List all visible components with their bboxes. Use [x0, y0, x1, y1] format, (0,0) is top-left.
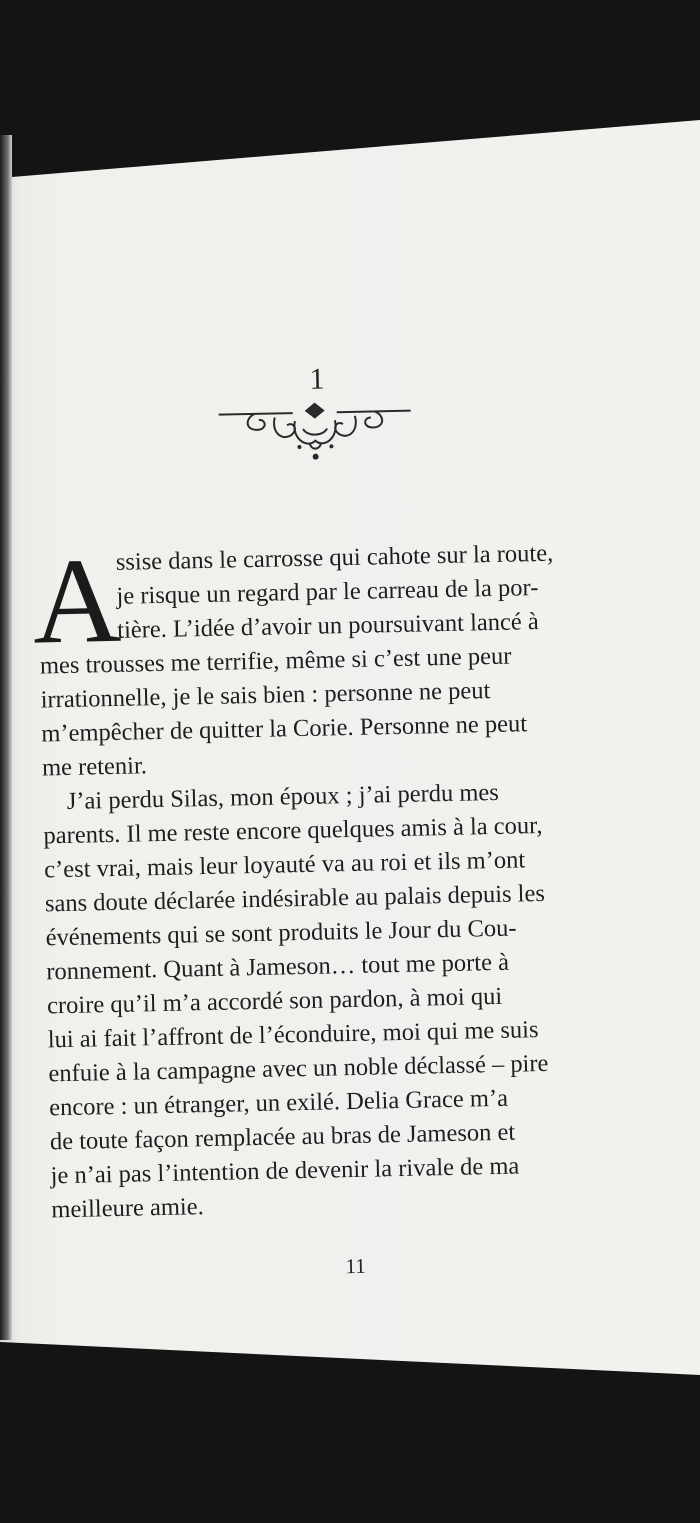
- text-line: ssise dans le carrosse qui cahote sur la route,: [115, 539, 554, 576]
- text-line: sans doute déclarée indésirable au palais depuis les: [44, 879, 546, 918]
- text-line: J’ai perdu Silas, mon époux ; j’ai perdu mes: [66, 778, 500, 815]
- text-line: irrationnelle, je le sais bien : personne ne peut: [40, 677, 491, 714]
- text-line: lui ai fait l’affront de l’éconduire, moi qui me suis: [47, 1016, 539, 1054]
- text-line: je risque un regard par le carreau de la por-: [116, 574, 539, 610]
- drop-cap-letter: A: [31, 532, 123, 670]
- text-line: ronnement. Quant à Jameson… tout me porte à: [46, 948, 510, 986]
- text-line: événements qui se sont produits le Jour du Cou-: [45, 914, 517, 952]
- text-line: c’est vrai, mais leur loyauté va au roi et ils m’ont: [43, 846, 526, 884]
- text-line: enfuie à la campagne avec un noble déclassé – pire: [48, 1049, 549, 1088]
- text-line: je n’ai pas l’intention de devenir la rivale de ma: [50, 1152, 520, 1190]
- text-line: meilleure amie.: [51, 1193, 204, 1224]
- text-line: me retenir.: [41, 752, 148, 782]
- chapter-ornament-icon: [214, 397, 415, 471]
- text-line: m’empêcher de quitter la Corie. Personne ne peut: [41, 710, 528, 748]
- page-number: 11: [345, 1253, 366, 1279]
- text-line: encore : un étranger, un exilé. Delia Grace m’a: [48, 1084, 509, 1122]
- text-line: mes trousses me terrifie, même si c’est une peur: [39, 642, 512, 680]
- text-line: de toute façon remplacée au bras de Jameson et: [49, 1118, 516, 1156]
- text-line: croire qu’il m’a accordé son pardon, à moi qui: [46, 982, 503, 1020]
- text-line: tière. L’idée d’avoir un poursuivant lancé à: [116, 608, 539, 644]
- chapter-number: 1: [309, 362, 325, 396]
- text-line: parents. Il me reste encore quelques amis à la cour,: [43, 811, 543, 850]
